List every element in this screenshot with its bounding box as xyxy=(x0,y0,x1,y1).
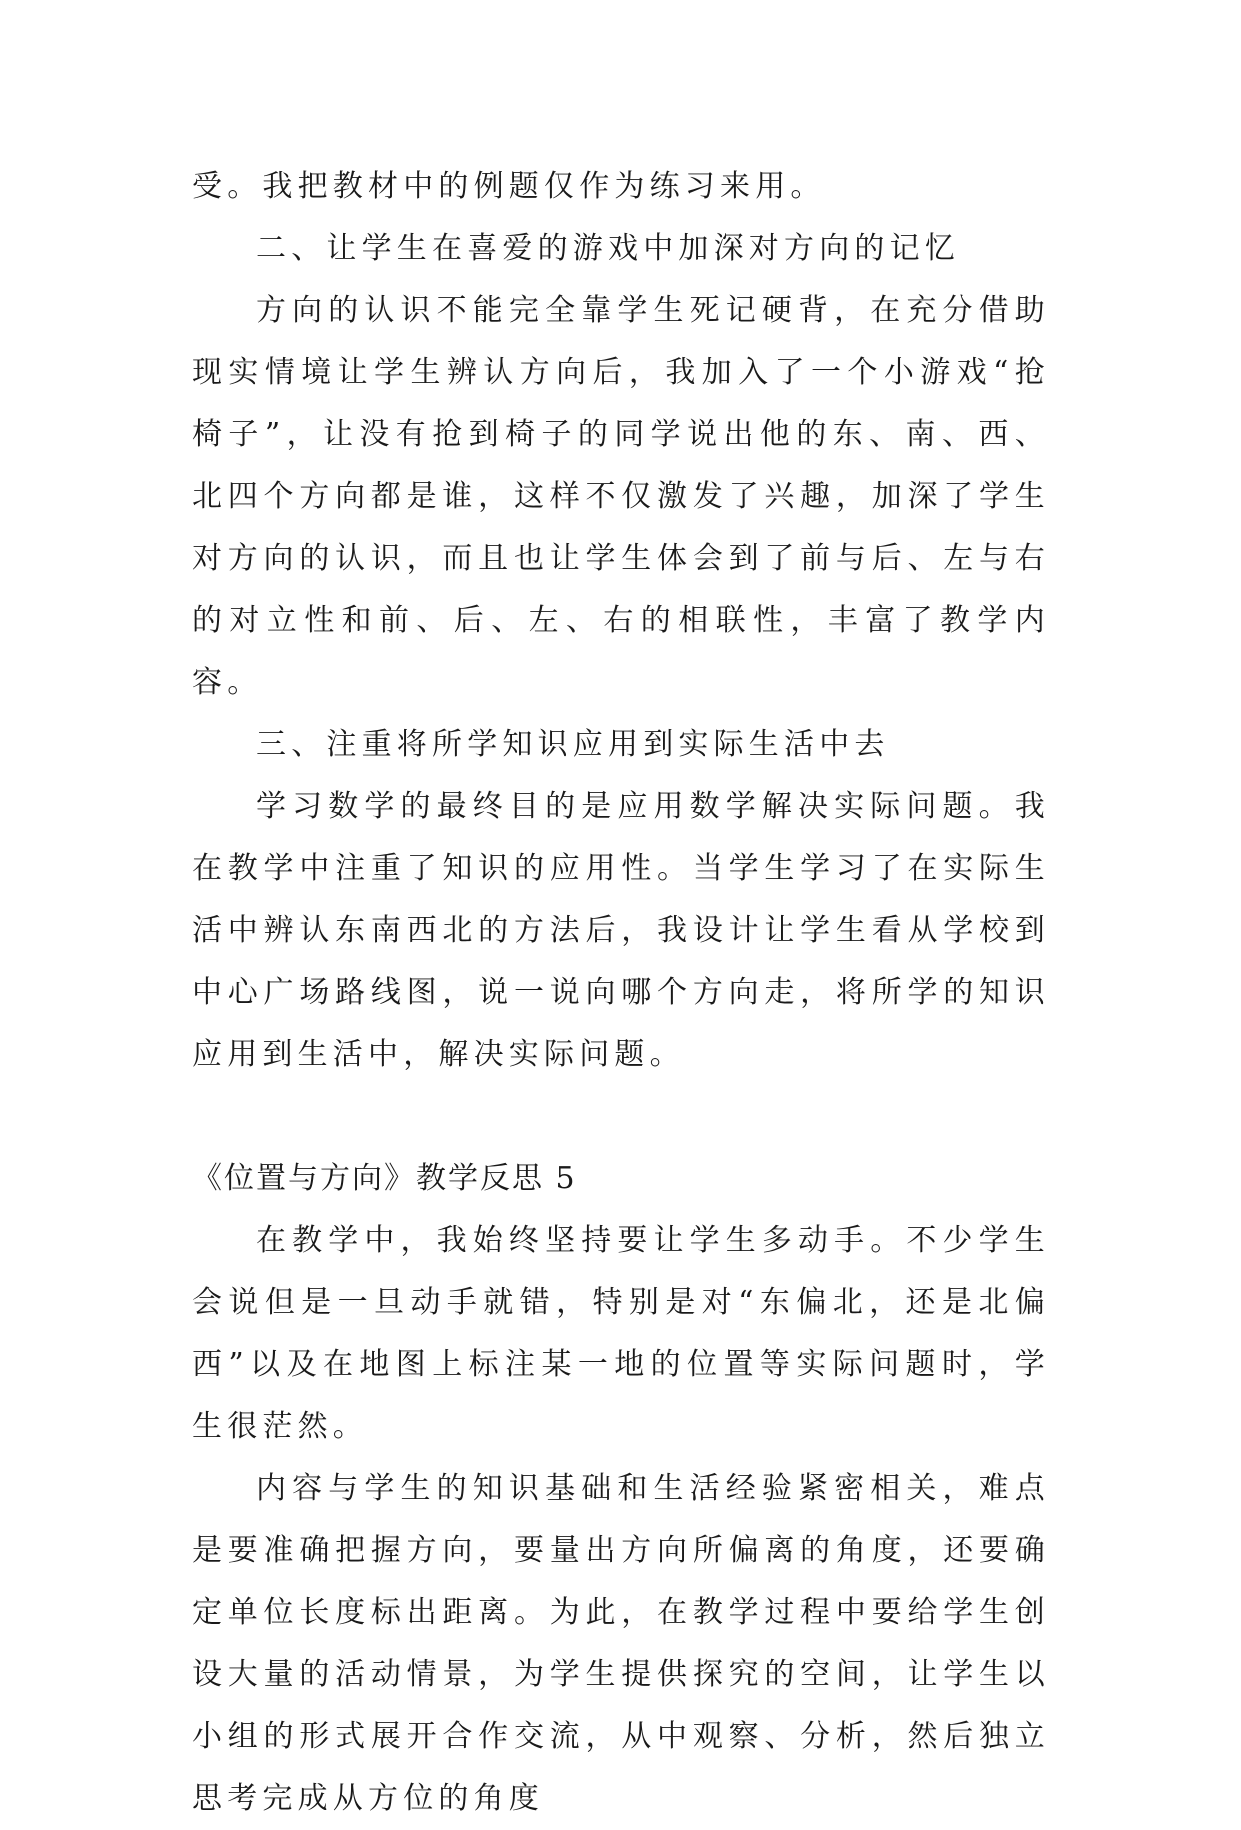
paragraph-application: 学习数学的最终目的是应用数学解决实际问题。我在教学中注重了知识的应用性。当学生学习了在实际生活中辨认东南西北的方法后，我设计让学生看从学校到中心广场路线图，说一说向哪个方向走，将所学的知识应用到生活中，解决实际问题。 xyxy=(192,789,1050,1072)
paragraph-content: 内容与学生的知识基础和生活经验紧密相关，难点是要准确把握方向，要量出方向所偏离的角度，还要确定单位长度标出距离。为此，在教学过程中要给学生创设大量的活动情景，为学生提供探究的空间，让学生以小组的形式展开合作交流，从中观察、分析，然后独立思考完成从方位的角度 xyxy=(192,1471,1050,1816)
paragraph-game: 方向的认识不能完全靠学生死记硬背，在充分借助现实情境让学生辨认方向后，我加入了一个小游戏“抢椅子”，让没有抢到椅子的同学说出他的东、南、西、北四个方向都是谁，这样不仅激发了兴趣，加深了学生对方向的认识，而且也让学生体会到了前与后、左与右的对立性和前、后、左、右的相联性，丰富了教学内容。 xyxy=(192,293,1050,700)
paragraph-continuation: 受。我把教材中的例题仅作为练习来用。 xyxy=(192,169,826,204)
section-gap xyxy=(192,1086,1050,1148)
section-heading-2: 二、让学生在喜爱的游戏中加深对方向的记忆 xyxy=(256,231,960,266)
paragraph-hands-on: 在教学中，我始终坚持要让学生多动手。不少学生会说但是一旦动手就错，特别是对“东偏北，还是北偏西”以及在地图上标注某一地的位置等实际问题时，学生很茫然。 xyxy=(192,1223,1050,1444)
section-heading-3: 三、注重将所学知识应用到实际生活中去 xyxy=(256,727,890,762)
document-body xyxy=(192,156,1050,1830)
reflection-title: 《位置与方向》教学反思 5 xyxy=(192,1161,577,1196)
